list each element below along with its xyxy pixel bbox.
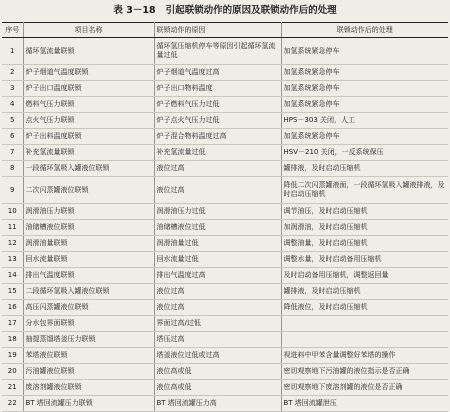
row-action: 降低二次闪蒸罐液面，一段循环氢吸入罐液排液，及时启动压缩机 — [281, 177, 448, 204]
row-cause: 液位过高 — [154, 284, 281, 300]
row-cause: BT 塔回流罐压力高 — [154, 396, 281, 412]
row-item-name: 抽提蒸馏塔釜压力联锁 — [23, 332, 154, 348]
row-action: BT 塔回流罐泄压 — [281, 396, 448, 412]
table-row — [2, 204, 448, 220]
row-cause: 补充氢流量过低 — [154, 145, 281, 161]
table-row — [2, 300, 448, 316]
row-action: 密切观察地下污油罐的液位指示是否正确 — [281, 364, 448, 380]
row-cause: 炉子烟道气温度过高 — [154, 65, 281, 81]
table-title — [0, 4, 450, 18]
row-cause: 润滑油压力过低 — [154, 204, 281, 220]
row-serial: 15 — [2, 284, 23, 300]
row-serial: 22 — [2, 396, 23, 412]
row-serial: 5 — [2, 113, 23, 129]
row-cause: 炉子混合物料温度过高 — [154, 129, 281, 145]
table-row — [2, 380, 448, 396]
row-item-name: 补充氢流量联锁 — [23, 145, 154, 161]
header-serial: 序号 — [2, 23, 23, 38]
row-cause: 液位过高 — [154, 161, 281, 177]
row-item-name: 废溶剂罐液位联锁 — [23, 380, 154, 396]
row-serial: 20 — [2, 364, 23, 380]
table-row — [2, 38, 448, 65]
table-row — [2, 268, 448, 284]
row-cause: 液位高或低 — [154, 364, 281, 380]
table-row — [2, 113, 448, 129]
row-action: 降低液位，及时启动压缩机 — [281, 300, 448, 316]
row-item-name: 回水流量联锁 — [23, 252, 154, 268]
row-item-name: 炉子出料温度联锁 — [23, 129, 154, 145]
row-item-name: 二次闪蒸罐液位联锁 — [23, 177, 154, 204]
row-serial: 2 — [2, 65, 23, 81]
row-action: 罐排液，及时启动压缩机 — [281, 284, 448, 300]
row-action: 调整油量，及时启动压缩机 — [281, 236, 448, 252]
interlock-table — [2, 22, 448, 412]
row-action: 密切观察地下废溶剂罐的液位是否正确 — [281, 380, 448, 396]
row-item-name: 润滑油量联锁 — [23, 236, 154, 252]
row-cause: 界面过高/过低 — [154, 316, 281, 332]
row-item-name: BT 塔回流罐压力联锁 — [23, 396, 154, 412]
row-serial: 3 — [2, 81, 23, 97]
row-cause: 塔压过高 — [154, 332, 281, 348]
row-action: HSV－210 关闭，一反系统保压 — [281, 145, 448, 161]
table-row — [2, 65, 448, 81]
row-action — [281, 332, 448, 348]
table-row — [2, 177, 448, 204]
header-item-name: 项目名称 — [23, 23, 154, 38]
row-item-name: 分水包界面联锁 — [23, 316, 154, 332]
row-serial: 12 — [2, 236, 23, 252]
table-row — [2, 97, 448, 113]
row-action: HPS－303 关闭，人工 — [281, 113, 448, 129]
row-cause: 塔釜液位过低或过高 — [154, 348, 281, 364]
table-row — [2, 364, 448, 380]
row-serial: 17 — [2, 316, 23, 332]
row-item-name: 苯塔液位联锁 — [23, 348, 154, 364]
row-item-name: 二段循环氢吸入罐液位联锁 — [23, 284, 154, 300]
table-body — [2, 38, 448, 412]
table-row — [2, 396, 448, 412]
row-cause: 油储槽液位过低 — [154, 220, 281, 236]
row-action: 加氢系统紧急停车 — [281, 129, 448, 145]
table-row — [2, 284, 448, 300]
row-cause: 循环氢压缩机停车等原因引起循环氢流量过低 — [154, 38, 281, 65]
row-action: 调节油压，及时启动压缩机 — [281, 204, 448, 220]
row-cause: 炉子出口物料温度 — [154, 81, 281, 97]
row-action: 加氢系统紧急停车 — [281, 97, 448, 113]
row-action: 罐排液，及时启动压缩机 — [281, 161, 448, 177]
header-cause: 联锁动作的原因 — [154, 23, 281, 38]
row-cause: 液位过高 — [154, 177, 281, 204]
row-action: 加氢系统紧急停车 — [281, 65, 448, 81]
row-serial: 18 — [2, 332, 23, 348]
row-serial: 8 — [2, 161, 23, 177]
table-row — [2, 252, 448, 268]
row-serial: 9 — [2, 177, 23, 204]
row-serial: 6 — [2, 129, 23, 145]
table-header-row — [2, 23, 448, 38]
row-serial: 7 — [2, 145, 23, 161]
row-serial: 19 — [2, 348, 23, 364]
row-item-name: 高压闪蒸罐液位联锁 — [23, 300, 154, 316]
row-item-name: 一段循环氢吸入罐液位联锁 — [23, 161, 154, 177]
table-row — [2, 129, 448, 145]
row-item-name: 排出气温度联锁 — [23, 268, 154, 284]
table-row — [2, 81, 448, 97]
table-row — [2, 236, 448, 252]
row-cause: 液位过高 — [154, 300, 281, 316]
row-cause: 排出气温度过高 — [154, 268, 281, 284]
table-number: 表 3－18 — [113, 5, 156, 16]
row-item-name: 油储槽液位联锁 — [23, 220, 154, 236]
row-item-name: 点火气压力联锁 — [23, 113, 154, 129]
row-action: 及时启动备用压缩机，调整返回量 — [281, 268, 448, 284]
table-row — [2, 161, 448, 177]
table-row — [2, 316, 448, 332]
row-cause: 润滑油量过低 — [154, 236, 281, 252]
row-action: 视进料中甲苯含量调整好苯塔的操作 — [281, 348, 448, 364]
row-item-name: 燃料气压力联锁 — [23, 97, 154, 113]
row-serial: 14 — [2, 268, 23, 284]
table-row — [2, 145, 448, 161]
row-cause: 液位高或低 — [154, 380, 281, 396]
row-item-name: 润滑油压力联锁 — [23, 204, 154, 220]
row-item-name: 污油罐液位联锁 — [23, 364, 154, 380]
row-item-name: 炉子出口温度联锁 — [23, 81, 154, 97]
row-action: 加润滑油，及时启动压缩机 — [281, 220, 448, 236]
row-cause: 炉子点火气压力过低 — [154, 113, 281, 129]
row-action — [281, 316, 448, 332]
row-action: 调整水量，及时启动备用压缩机 — [281, 252, 448, 268]
row-item-name: 炉子烟道气温度联锁 — [23, 65, 154, 81]
row-serial: 21 — [2, 380, 23, 396]
table-row — [2, 220, 448, 236]
table-row — [2, 332, 448, 348]
row-serial: 16 — [2, 300, 23, 316]
table-row — [2, 348, 448, 364]
row-cause: 炉子燃料气压力过低 — [154, 97, 281, 113]
row-serial: 4 — [2, 97, 23, 113]
row-serial: 13 — [2, 252, 23, 268]
row-action: 加氢系统紧急停车 — [281, 81, 448, 97]
row-serial: 11 — [2, 220, 23, 236]
row-action: 加氢系统紧急停车 — [281, 38, 448, 65]
table-caption: 引起联锁动作的原因及联锁动作后的处理 — [165, 5, 337, 16]
row-cause: 回水流量过低 — [154, 252, 281, 268]
row-serial: 1 — [2, 38, 23, 65]
header-action: 联锁动作后的处理 — [281, 23, 448, 38]
row-item-name: 循环氢流量联锁 — [23, 38, 154, 65]
row-serial: 10 — [2, 204, 23, 220]
